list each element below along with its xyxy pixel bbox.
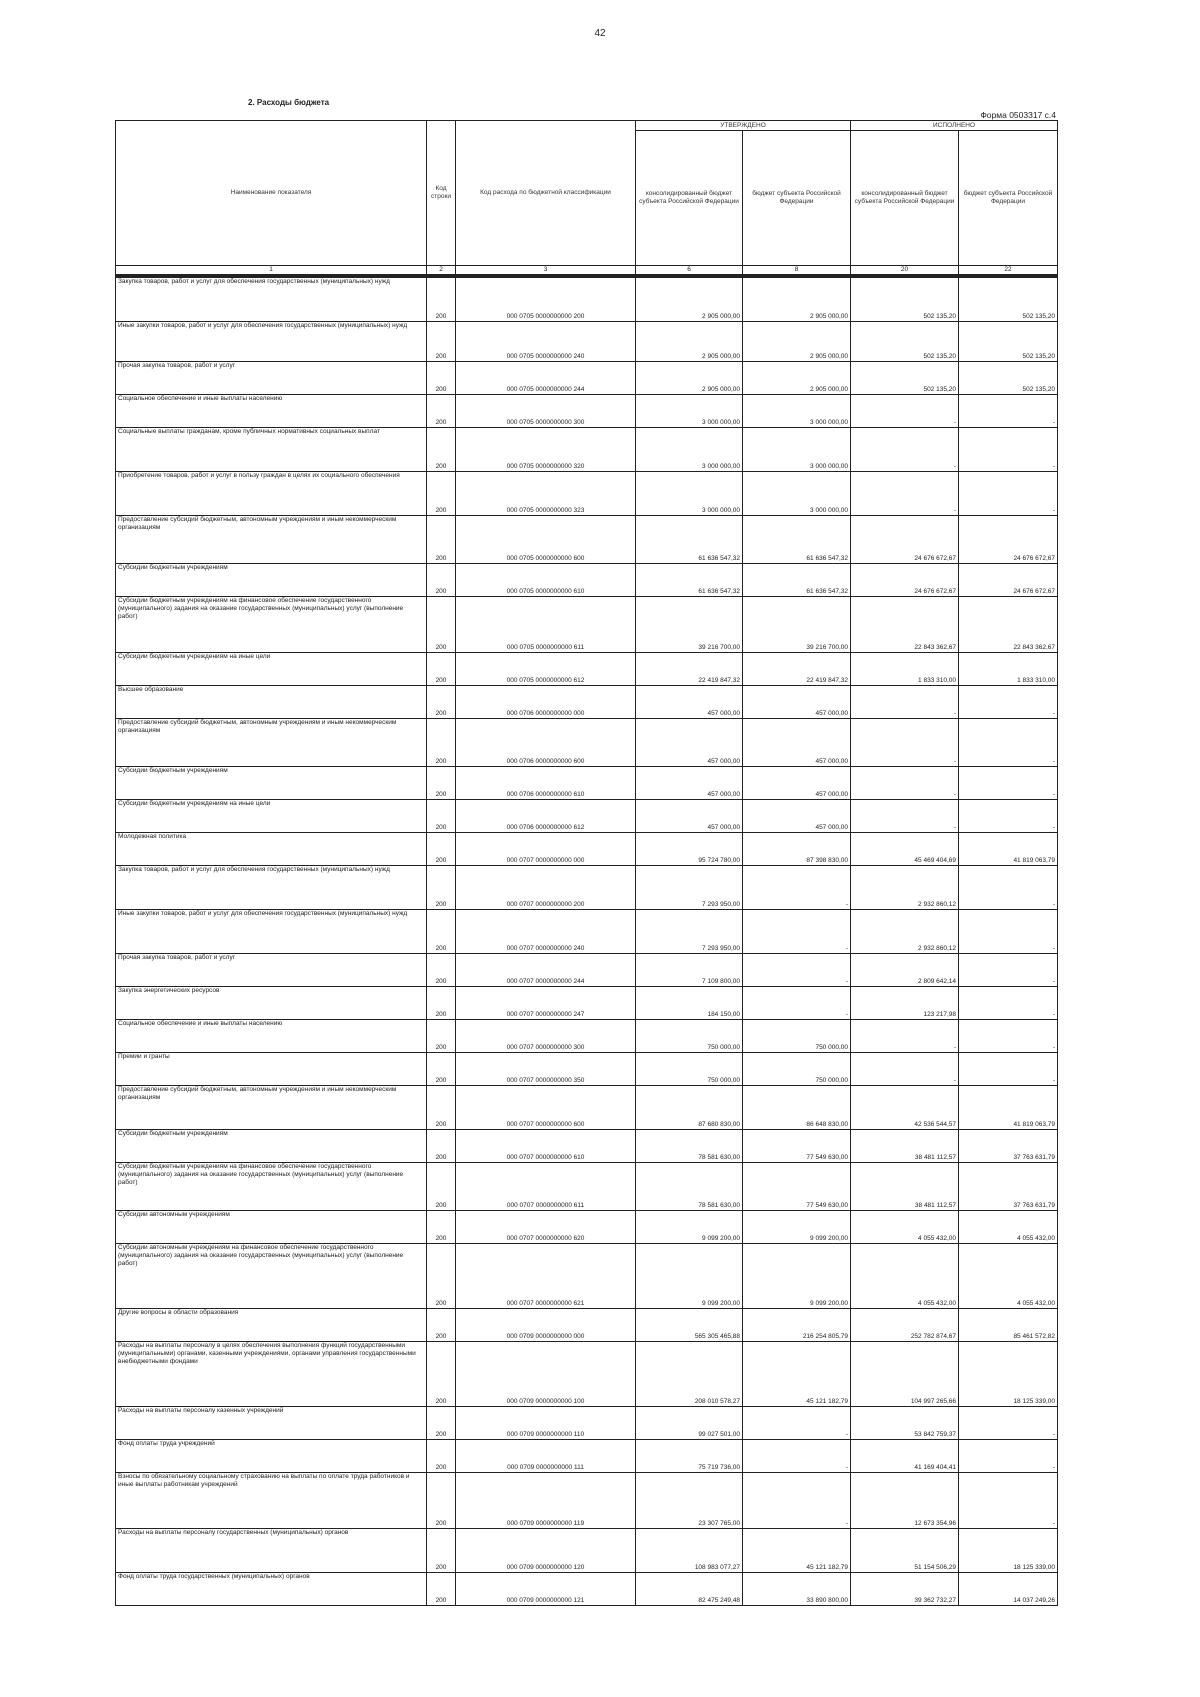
table-row <box>116 564 1058 597</box>
row-executed-consolidated: - <box>851 428 959 472</box>
row-executed-consolidated: 4 055 432,00 <box>851 1244 959 1309</box>
row-name: Прочая закупка товаров, работ и услуг <box>116 362 427 395</box>
row-approved-consolidated: 108 983 077,27 <box>636 1529 743 1573</box>
row-executed-subject: - <box>959 395 1058 428</box>
row-executed-subject: - <box>959 686 1058 719</box>
row-approved-subject: 61 636 547,32 <box>743 564 851 597</box>
row-code: 200 <box>427 686 456 719</box>
table-row <box>116 1309 1058 1342</box>
row-executed-consolidated: 41 169 404,41 <box>851 1440 959 1473</box>
row-name: Субсидии автономным учреждениям <box>116 1211 427 1244</box>
row-name: Расходы на выплаты персоналу государственных (муниципальных) органов <box>116 1529 427 1573</box>
row-budget-code: 000 0709 0000000000 119 <box>456 1473 636 1529</box>
row-approved-consolidated: 457 000,00 <box>636 719 743 767</box>
row-code: 200 <box>427 428 456 472</box>
row-budget-code: 000 0709 0000000000 121 <box>456 1573 636 1606</box>
column-number: 1 <box>116 266 427 275</box>
row-code: 200 <box>427 1529 456 1573</box>
row-executed-subject: - <box>959 987 1058 1020</box>
row-budget-code: 000 0705 0000000000 610 <box>456 564 636 597</box>
row-executed-consolidated: 53 842 759,37 <box>851 1407 959 1440</box>
row-executed-consolidated: 38 481 112,57 <box>851 1163 959 1211</box>
row-code: 200 <box>427 278 456 322</box>
row-approved-consolidated: 750 000,00 <box>636 1053 743 1086</box>
row-approved-subject: 33 890 800,00 <box>743 1573 851 1606</box>
row-name: Субсидии бюджетным учреждениям <box>116 564 427 597</box>
page-number: 42 <box>594 28 606 39</box>
row-executed-consolidated: 22 843 362,67 <box>851 597 959 653</box>
row-approved-consolidated: 457 000,00 <box>636 767 743 800</box>
row-name: Субсидии бюджетным учреждениям на финансовое обеспечение государственного (муниципального) задания на оказание государственных (муниципальных) услуг (выполнение работ) <box>116 1163 427 1211</box>
table-row <box>116 910 1058 954</box>
row-executed-subject: - <box>959 1440 1058 1473</box>
row-approved-subject: - <box>743 910 851 954</box>
row-code: 200 <box>427 719 456 767</box>
row-executed-consolidated: 104 997 265,66 <box>851 1342 959 1407</box>
row-approved-subject: 457 000,00 <box>743 767 851 800</box>
row-name: Закупка энергетических ресурсов <box>116 987 427 1020</box>
row-executed-consolidated: 1 833 310,00 <box>851 653 959 686</box>
row-executed-subject: - <box>959 472 1058 516</box>
row-executed-subject: 41 819 063,79 <box>959 833 1058 866</box>
row-budget-code: 000 0707 0000000000 610 <box>456 1130 636 1163</box>
row-executed-subject: 41 819 063,79 <box>959 1086 1058 1130</box>
row-executed-consolidated: 502 135,20 <box>851 362 959 395</box>
table-row <box>116 1163 1058 1211</box>
row-approved-subject: 39 216 700,00 <box>743 597 851 653</box>
row-approved-consolidated: 23 307 765,00 <box>636 1473 743 1529</box>
row-budget-code: 000 0707 0000000000 350 <box>456 1053 636 1086</box>
row-approved-consolidated: 82 475 249,48 <box>636 1573 743 1606</box>
row-executed-subject: 24 676 672,67 <box>959 564 1058 597</box>
column-number: 2 <box>427 266 456 275</box>
row-executed-consolidated: - <box>851 472 959 516</box>
row-code: 200 <box>427 472 456 516</box>
row-approved-consolidated: 95 724 780,00 <box>636 833 743 866</box>
row-code: 200 <box>427 833 456 866</box>
row-code: 200 <box>427 767 456 800</box>
row-approved-consolidated: 2 905 000,00 <box>636 278 743 322</box>
table-row <box>116 278 1058 322</box>
expenses-table <box>115 120 1058 1606</box>
table-row <box>116 800 1058 833</box>
row-executed-subject: 502 135,20 <box>959 278 1058 322</box>
row-approved-subject: - <box>743 866 851 910</box>
row-approved-consolidated: 9 099 200,00 <box>636 1244 743 1309</box>
row-code: 200 <box>427 866 456 910</box>
row-executed-subject: 4 055 432,00 <box>959 1244 1058 1309</box>
row-approved-consolidated: 457 000,00 <box>636 800 743 833</box>
row-budget-code: 000 0705 0000000000 611 <box>456 597 636 653</box>
row-budget-code: 000 0707 0000000000 240 <box>456 910 636 954</box>
table-row <box>116 987 1058 1020</box>
table-row <box>116 1407 1058 1440</box>
row-approved-consolidated: 39 216 700,00 <box>636 597 743 653</box>
row-executed-consolidated: 2 932 860,12 <box>851 910 959 954</box>
row-name: Приобретение товаров, работ и услуг в пользу граждан в целях их социального обеспечения <box>116 472 427 516</box>
table-row <box>116 516 1058 564</box>
row-executed-consolidated: - <box>851 1020 959 1053</box>
row-name: Социальные выплаты гражданам, кроме публичных нормативных социальных выплат <box>116 428 427 472</box>
row-budget-code: 000 0706 0000000000 610 <box>456 767 636 800</box>
header-approved-subject: бюджет субъекта Российской Федерации <box>743 131 851 266</box>
row-name: Другие вопросы в области образования <box>116 1309 427 1342</box>
row-approved-consolidated: 22 419 847,32 <box>636 653 743 686</box>
row-budget-code: 000 0706 0000000000 612 <box>456 800 636 833</box>
row-budget-code: 000 0705 0000000000 600 <box>456 516 636 564</box>
row-approved-subject: 2 905 000,00 <box>743 322 851 362</box>
row-approved-consolidated: 7 293 950,00 <box>636 866 743 910</box>
row-approved-subject: - <box>743 1407 851 1440</box>
row-executed-consolidated: 39 362 732,27 <box>851 1573 959 1606</box>
row-code: 200 <box>427 395 456 428</box>
row-code: 200 <box>427 1211 456 1244</box>
header-approved-consolidated: консолидированный бюджет субъекта Российской Федерации <box>636 131 743 266</box>
table-row <box>116 322 1058 362</box>
row-budget-code: 000 0707 0000000000 620 <box>456 1211 636 1244</box>
row-approved-consolidated: 3 000 000,00 <box>636 428 743 472</box>
row-executed-consolidated: - <box>851 395 959 428</box>
row-approved-consolidated: 3 000 000,00 <box>636 395 743 428</box>
row-name: Фонд оплаты труда государственных (муниципальных) органов <box>116 1573 427 1606</box>
row-executed-subject: - <box>959 1407 1058 1440</box>
table-row <box>116 1529 1058 1573</box>
row-executed-consolidated: 252 782 874,67 <box>851 1309 959 1342</box>
row-executed-consolidated: - <box>851 1053 959 1086</box>
row-approved-consolidated: 3 000 000,00 <box>636 472 743 516</box>
table-row <box>116 1086 1058 1130</box>
row-budget-code: 000 0705 0000000000 300 <box>456 395 636 428</box>
row-budget-code: 000 0709 0000000000 110 <box>456 1407 636 1440</box>
table-row <box>116 866 1058 910</box>
row-code: 200 <box>427 597 456 653</box>
row-budget-code: 000 0709 0000000000 100 <box>456 1342 636 1407</box>
row-executed-consolidated: 51 154 506,29 <box>851 1529 959 1573</box>
row-executed-consolidated: - <box>851 767 959 800</box>
header-executed: ИСПОЛНЕНО <box>851 121 1058 131</box>
row-executed-subject: 14 037 249,26 <box>959 1573 1058 1606</box>
table-row <box>116 1053 1058 1086</box>
row-budget-code: 000 0707 0000000000 200 <box>456 866 636 910</box>
row-approved-subject: 3 000 000,00 <box>743 472 851 516</box>
row-executed-consolidated: 24 676 672,67 <box>851 564 959 597</box>
row-name: Расходы на выплаты персоналу в целях обеспечения выполнения функций государственными (муниципальными) органами, казенными учреждениями, органами управления государственными внебюджетными фондами <box>116 1342 427 1407</box>
table-body <box>116 278 1058 1606</box>
row-name: Закупка товаров, работ и услуг для обеспечения государственных (муниципальных) нужд <box>116 278 427 322</box>
row-name: Предоставление субсидий бюджетным, автономным учреждениям и иным некоммерческим организациям <box>116 1086 427 1130</box>
row-approved-subject: - <box>743 987 851 1020</box>
row-code: 200 <box>427 564 456 597</box>
row-executed-subject: - <box>959 767 1058 800</box>
row-executed-subject: - <box>959 1020 1058 1053</box>
row-approved-consolidated: 184 150,00 <box>636 987 743 1020</box>
row-approved-subject: 22 419 847,32 <box>743 653 851 686</box>
row-budget-code: 000 0705 0000000000 612 <box>456 653 636 686</box>
column-number: 3 <box>456 266 636 275</box>
row-approved-subject: - <box>743 1440 851 1473</box>
row-approved-consolidated: 61 636 547,32 <box>636 516 743 564</box>
table-row <box>116 1473 1058 1529</box>
row-executed-consolidated: 38 481 112,57 <box>851 1130 959 1163</box>
row-executed-subject: - <box>959 954 1058 987</box>
row-code: 200 <box>427 1407 456 1440</box>
row-approved-consolidated: 750 000,00 <box>636 1020 743 1053</box>
row-executed-consolidated: - <box>851 800 959 833</box>
row-approved-consolidated: 2 905 000,00 <box>636 362 743 395</box>
row-name: Субсидии бюджетным учреждениям <box>116 1130 427 1163</box>
row-code: 200 <box>427 1163 456 1211</box>
row-approved-consolidated: 208 010 578,27 <box>636 1342 743 1407</box>
row-executed-subject: 37 763 631,79 <box>959 1163 1058 1211</box>
row-name: Субсидии бюджетным учреждениям на иные цели <box>116 653 427 686</box>
row-approved-subject: 9 099 200,00 <box>743 1244 851 1309</box>
row-approved-subject: 9 099 200,00 <box>743 1211 851 1244</box>
row-approved-consolidated: 61 636 547,32 <box>636 564 743 597</box>
row-executed-consolidated: - <box>851 686 959 719</box>
table-row <box>116 1440 1058 1473</box>
row-name: Молодежная политика <box>116 833 427 866</box>
table-row <box>116 362 1058 395</box>
row-executed-consolidated: 502 135,20 <box>851 322 959 362</box>
row-approved-consolidated: 565 305 465,88 <box>636 1309 743 1342</box>
row-name: Фонд оплаты труда учреждений <box>116 1440 427 1473</box>
row-executed-consolidated: 2 932 860,12 <box>851 866 959 910</box>
table-row <box>116 1573 1058 1606</box>
row-budget-code: 000 0705 0000000000 200 <box>456 278 636 322</box>
row-approved-consolidated: 7 293 950,00 <box>636 910 743 954</box>
header-executed-subject: бюджет субъекта Российской Федерации <box>959 131 1058 266</box>
row-approved-consolidated: 87 680 830,00 <box>636 1086 743 1130</box>
row-code: 200 <box>427 1053 456 1086</box>
row-code: 200 <box>427 516 456 564</box>
row-name: Высшее образование <box>116 686 427 719</box>
row-executed-subject: - <box>959 800 1058 833</box>
row-code: 200 <box>427 910 456 954</box>
row-approved-subject: 457 000,00 <box>743 686 851 719</box>
row-executed-consolidated: 42 536 544,57 <box>851 1086 959 1130</box>
row-code: 200 <box>427 1440 456 1473</box>
row-executed-subject: 18 125 339,00 <box>959 1529 1058 1573</box>
table-row <box>116 767 1058 800</box>
row-approved-subject: 216 254 805,79 <box>743 1309 851 1342</box>
row-approved-subject: 3 000 000,00 <box>743 395 851 428</box>
column-number: 22 <box>959 266 1058 275</box>
row-executed-subject: 18 125 339,00 <box>959 1342 1058 1407</box>
row-name: Предоставление субсидий бюджетным, автономным учреждениям и иным некоммерческим организациям <box>116 719 427 767</box>
row-name: Взносы по обязательному социальному страхованию на выплаты по оплате труда работников и иные выплаты работникам учреждений <box>116 1473 427 1529</box>
row-name: Расходы на выплаты персоналу казенных учреждений <box>116 1407 427 1440</box>
row-name: Предоставление субсидий бюджетным, автономным учреждениям и иным некоммерческим организациям <box>116 516 427 564</box>
row-approved-consolidated: 75 719 736,00 <box>636 1440 743 1473</box>
row-executed-subject: - <box>959 866 1058 910</box>
row-budget-code: 000 0707 0000000000 300 <box>456 1020 636 1053</box>
row-budget-code: 000 0709 0000000000 000 <box>456 1309 636 1342</box>
section-title: 2. Расходы бюджета <box>248 98 330 107</box>
row-budget-code: 000 0705 0000000000 320 <box>456 428 636 472</box>
row-budget-code: 000 0705 0000000000 240 <box>456 322 636 362</box>
row-approved-subject: 750 000,00 <box>743 1053 851 1086</box>
row-code: 200 <box>427 800 456 833</box>
row-executed-consolidated: 123 217,98 <box>851 987 959 1020</box>
column-number: 8 <box>743 266 851 275</box>
row-approved-consolidated: 457 000,00 <box>636 686 743 719</box>
row-approved-consolidated: 7 109 800,00 <box>636 954 743 987</box>
row-name: Прочая закупка товаров, работ и услуг <box>116 954 427 987</box>
row-approved-subject: - <box>743 1473 851 1529</box>
row-approved-consolidated: 78 581 630,00 <box>636 1130 743 1163</box>
row-approved-consolidated: 9 099 200,00 <box>636 1211 743 1244</box>
row-budget-code: 000 0707 0000000000 244 <box>456 954 636 987</box>
row-approved-subject: 45 121 182,79 <box>743 1342 851 1407</box>
header-budget-code: Код расхода по бюджетной классификации <box>456 121 636 266</box>
row-name: Социальное обеспечение и иные выплаты населению <box>116 395 427 428</box>
row-approved-subject: 2 905 000,00 <box>743 362 851 395</box>
row-approved-subject: 86 648 830,00 <box>743 1086 851 1130</box>
row-executed-consolidated: 4 055 432,00 <box>851 1211 959 1244</box>
table-row <box>116 428 1058 472</box>
row-executed-subject: 22 843 362,67 <box>959 597 1058 653</box>
row-budget-code: 000 0706 0000000000 000 <box>456 686 636 719</box>
row-executed-consolidated: 45 469 404,69 <box>851 833 959 866</box>
row-approved-subject: 87 398 830,00 <box>743 833 851 866</box>
row-approved-subject: 457 000,00 <box>743 719 851 767</box>
column-number: 6 <box>636 266 743 275</box>
row-name: Субсидии бюджетным учреждениям на финансовое обеспечение государственного (муниципального) задания на оказание государственных (муниципальных) услуг (выполнение работ) <box>116 597 427 653</box>
row-approved-subject: 77 549 630,00 <box>743 1130 851 1163</box>
row-executed-subject: 1 833 310,00 <box>959 653 1058 686</box>
row-code: 200 <box>427 362 456 395</box>
row-executed-consolidated: 2 809 642,14 <box>851 954 959 987</box>
header-executed-consolidated: консолидированный бюджет субъекта Российской Федерации <box>851 131 959 266</box>
row-executed-consolidated: 24 676 672,67 <box>851 516 959 564</box>
header-code: Код строки <box>427 121 456 266</box>
table-row <box>116 1211 1058 1244</box>
row-approved-subject: 3 000 000,00 <box>743 428 851 472</box>
row-executed-subject: 502 135,20 <box>959 322 1058 362</box>
table-row <box>116 954 1058 987</box>
row-approved-subject: 61 636 547,32 <box>743 516 851 564</box>
row-code: 200 <box>427 1309 456 1342</box>
table-row <box>116 1244 1058 1309</box>
table-row <box>116 653 1058 686</box>
row-code: 200 <box>427 1473 456 1529</box>
header-name: Наименование показателя <box>116 121 427 266</box>
table-row <box>116 1020 1058 1053</box>
row-executed-subject: 4 055 432,00 <box>959 1211 1058 1244</box>
row-budget-code: 000 0709 0000000000 120 <box>456 1529 636 1573</box>
row-approved-consolidated: 78 581 630,00 <box>636 1163 743 1211</box>
row-code: 200 <box>427 653 456 686</box>
row-approved-consolidated: 99 027 501,00 <box>636 1407 743 1440</box>
row-budget-code: 000 0707 0000000000 621 <box>456 1244 636 1309</box>
row-executed-subject: - <box>959 910 1058 954</box>
row-code: 200 <box>427 954 456 987</box>
row-executed-subject: - <box>959 1053 1058 1086</box>
row-budget-code: 000 0707 0000000000 000 <box>456 833 636 866</box>
row-code: 200 <box>427 1573 456 1606</box>
row-name: Премии и гранты <box>116 1053 427 1086</box>
table-row <box>116 1342 1058 1407</box>
row-executed-subject: - <box>959 719 1058 767</box>
row-executed-subject: 24 676 672,67 <box>959 516 1058 564</box>
table-row <box>116 395 1058 428</box>
row-code: 200 <box>427 987 456 1020</box>
table-row <box>116 833 1058 866</box>
column-numbers-row <box>116 266 1058 275</box>
row-name: Социальное обеспечение и иные выплаты населению <box>116 1020 427 1053</box>
form-label: Форма 0503317 с.4 <box>980 110 1056 120</box>
row-budget-code: 000 0705 0000000000 323 <box>456 472 636 516</box>
row-executed-subject: 37 763 631,79 <box>959 1130 1058 1163</box>
row-budget-code: 000 0705 0000000000 244 <box>456 362 636 395</box>
row-executed-subject: - <box>959 1473 1058 1529</box>
row-approved-subject: 457 000,00 <box>743 800 851 833</box>
row-name: Иные закупки товаров, работ и услуг для обеспечения государственных (муниципальных) нужд <box>116 322 427 362</box>
row-code: 200 <box>427 1244 456 1309</box>
column-number: 20 <box>851 266 959 275</box>
row-code: 200 <box>427 1342 456 1407</box>
row-approved-subject: - <box>743 954 851 987</box>
row-code: 200 <box>427 1086 456 1130</box>
table-row <box>116 1130 1058 1163</box>
row-executed-consolidated: 12 673 354,96 <box>851 1473 959 1529</box>
row-executed-subject: - <box>959 428 1058 472</box>
row-executed-consolidated: - <box>851 719 959 767</box>
row-name: Субсидии автономным учреждениям на финансовое обеспечение государственного (муниципального) задания на оказание государственных (муниципальных) услуг (выполнение работ) <box>116 1244 427 1309</box>
row-name: Субсидии бюджетным учреждениям <box>116 767 427 800</box>
row-approved-consolidated: 2 905 000,00 <box>636 322 743 362</box>
header-approved: УТВЕРЖДЕНО <box>636 121 851 131</box>
table-row <box>116 472 1058 516</box>
row-code: 200 <box>427 1130 456 1163</box>
row-budget-code: 000 0706 0000000000 600 <box>456 719 636 767</box>
row-executed-subject: 502 135,20 <box>959 362 1058 395</box>
row-budget-code: 000 0709 0000000000 111 <box>456 1440 636 1473</box>
row-approved-subject: 45 121 182,79 <box>743 1529 851 1573</box>
row-name: Субсидии бюджетным учреждениям на иные цели <box>116 800 427 833</box>
row-name: Иные закупки товаров, работ и услуг для обеспечения государственных (муниципальных) нужд <box>116 910 427 954</box>
row-budget-code: 000 0707 0000000000 600 <box>456 1086 636 1130</box>
table-row <box>116 686 1058 719</box>
row-executed-consolidated: 502 135,20 <box>851 278 959 322</box>
table-row <box>116 597 1058 653</box>
row-budget-code: 000 0707 0000000000 247 <box>456 987 636 1020</box>
row-approved-subject: 750 000,00 <box>743 1020 851 1053</box>
row-name: Закупка товаров, работ и услуг для обеспечения государственных (муниципальных) нужд <box>116 866 427 910</box>
row-code: 200 <box>427 322 456 362</box>
row-approved-subject: 2 905 000,00 <box>743 278 851 322</box>
table-row <box>116 719 1058 767</box>
row-approved-subject: 77 549 630,00 <box>743 1163 851 1211</box>
row-code: 200 <box>427 1020 456 1053</box>
row-executed-subject: 85 461 572,82 <box>959 1309 1058 1342</box>
row-budget-code: 000 0707 0000000000 611 <box>456 1163 636 1211</box>
